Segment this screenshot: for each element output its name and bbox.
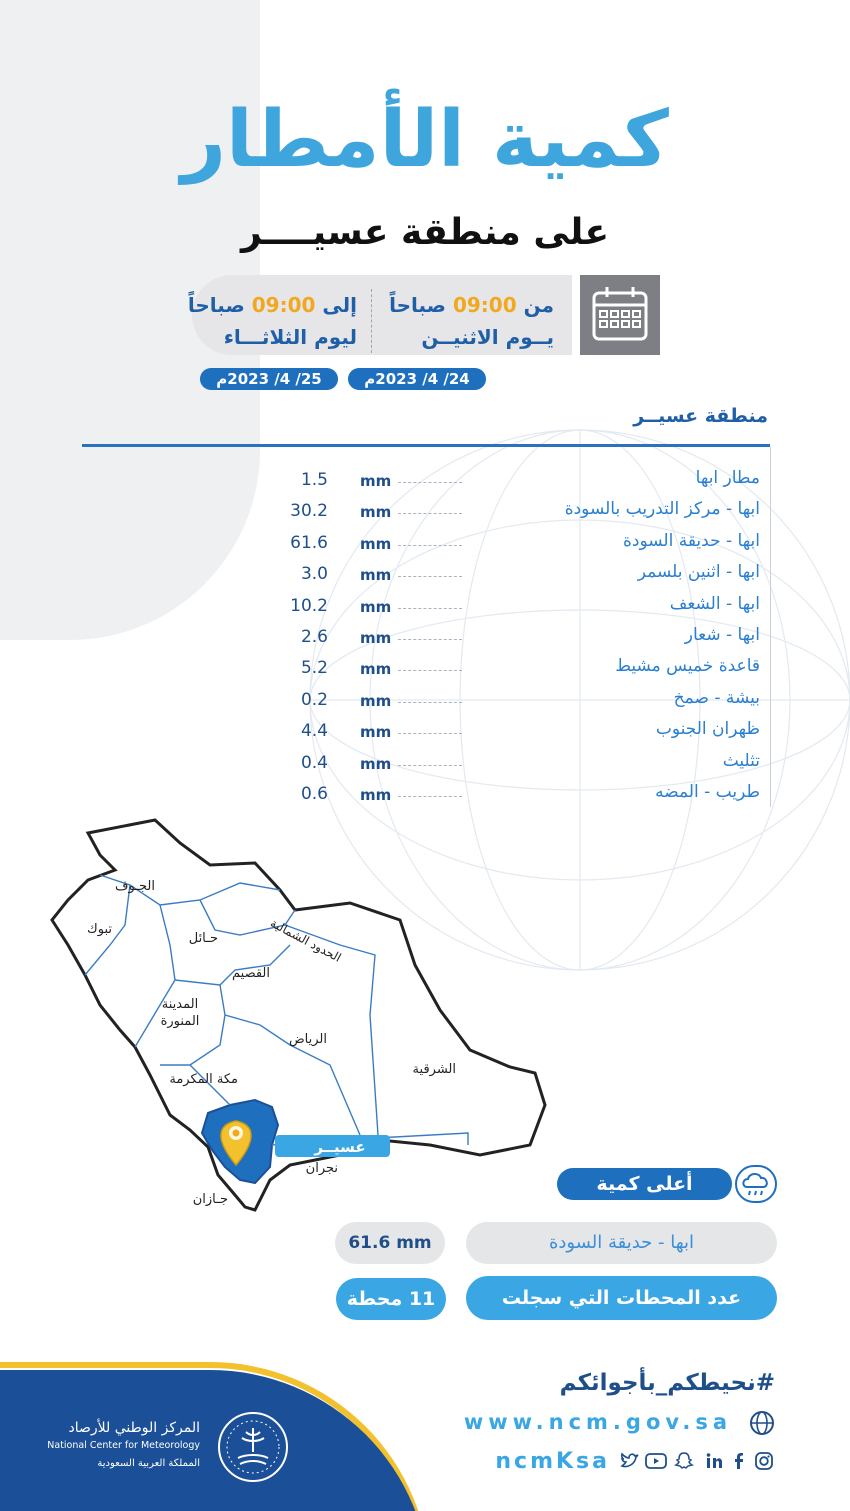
snapchat-icon[interactable]: [674, 1451, 694, 1471]
station-unit: mm: [360, 503, 392, 521]
station-value: 0.6: [300, 784, 328, 804]
station-name: ابها - مركز التدريب بالسودة: [564, 499, 760, 519]
station-row: [0, 562, 850, 592]
station-value: 0.4: [300, 753, 328, 773]
period-to: [177, 289, 372, 353]
station-unit: mm: [360, 598, 392, 616]
station-unit: mm: [360, 755, 392, 773]
period-box: [187, 275, 572, 355]
station-name: ابها - حديقة السودة: [622, 531, 760, 551]
from-suffix: صباحاً: [389, 293, 446, 317]
to-suffix: صباحاً: [187, 293, 245, 317]
rain-cloud-icon-box: [735, 1165, 777, 1203]
station-row: [0, 688, 850, 718]
station-value: 10.2: [290, 596, 328, 616]
station-row: [0, 782, 850, 812]
instagram-icon[interactable]: [754, 1451, 774, 1471]
globe-icon: [748, 1409, 776, 1437]
row-dash: [398, 670, 462, 671]
calendar-icon-box: [580, 275, 660, 355]
station-row: [0, 499, 850, 529]
map-label-hail: حـائل: [188, 931, 218, 946]
ncm-emblem-logo: [218, 1412, 288, 1482]
station-unit: mm: [360, 629, 392, 647]
heading-rule: [82, 444, 770, 447]
map-label-eastern: الشرقية: [412, 1062, 456, 1077]
station-unit: mm: [360, 692, 392, 710]
station-value: 4.4: [300, 721, 328, 741]
social-handle[interactable]: ncmKsa: [495, 1449, 610, 1474]
station-row: [0, 656, 850, 686]
map-label-najran: نجران: [305, 1161, 338, 1176]
station-row: [0, 719, 850, 749]
station-unit: mm: [360, 566, 392, 584]
station-row: [0, 531, 850, 561]
calendar-icon: [580, 275, 660, 355]
row-dash: [398, 513, 462, 514]
map-label-madinah-1: المدينة: [161, 997, 199, 1012]
station-row: [0, 625, 850, 655]
hashtag: #نحيطكم_بأجوائكم: [559, 1370, 775, 1396]
country-name-arabic: المملكة العربية السعودية: [97, 1458, 200, 1469]
station-name: قاعدة خميس مشيط: [615, 656, 760, 676]
region-heading: منطقة عسيــر: [633, 405, 768, 427]
station-name: بيشة - صمخ: [673, 688, 760, 708]
map-label-northern-borders: الحدود الشمالية: [267, 915, 344, 965]
station-value: 30.2: [290, 501, 328, 521]
station-unit: mm: [360, 660, 392, 678]
max-station-value: 61.6 mm: [335, 1222, 445, 1264]
station-unit: mm: [360, 723, 392, 741]
rain-cloud-icon: [737, 1167, 775, 1201]
website-link[interactable]: www.ncm.gov.sa: [463, 1410, 732, 1434]
twitter-icon[interactable]: [620, 1452, 640, 1470]
station-unit: mm: [360, 472, 392, 490]
stations-count-label: عدد المحطات التي سجلت: [466, 1276, 777, 1320]
map-label-jouf: الجـوف: [115, 879, 155, 894]
row-dash: [398, 733, 462, 734]
station-row: [0, 751, 850, 781]
row-dash: [398, 796, 462, 797]
max-station-name: ابها - حديقة السودة: [466, 1222, 777, 1264]
max-amount-label: أعلى كمية: [557, 1168, 732, 1200]
station-row: [0, 468, 850, 498]
to-prefix: إلى: [322, 293, 357, 317]
map-label-jazan: جـازان: [192, 1192, 228, 1207]
station-unit: mm: [360, 535, 392, 553]
station-value: 61.6: [290, 533, 328, 553]
station-row: [0, 594, 850, 624]
to-day: ليوم الثلاثـــاء: [223, 325, 357, 349]
row-dash: [398, 576, 462, 577]
map-label-riyadh: الرياض: [288, 1032, 327, 1047]
row-dash: [398, 608, 462, 609]
facebook-icon[interactable]: [733, 1452, 745, 1470]
row-dash: [398, 482, 462, 483]
map-label-madinah-2: المنورة: [160, 1014, 200, 1029]
org-name-arabic: المركز الوطني للأرصاد: [68, 1420, 200, 1436]
station-name: ظهران الجنوب: [655, 719, 760, 739]
stations-count-value: 11 محطة: [336, 1278, 446, 1320]
from-day: يــوم الاثنيــن: [421, 325, 554, 349]
station-name: ابها - الشعف: [669, 594, 760, 614]
to-date-pill: 25/ 4/ 2023م: [200, 368, 338, 390]
station-name: ابها - اثنين بلسمر: [637, 562, 760, 582]
org-name-english: National Center for Meteorology: [47, 1440, 200, 1451]
from-time: 09:00: [452, 293, 517, 317]
station-name: ابها - شعار: [684, 625, 760, 645]
map-label-tabuk: تبوك: [87, 922, 112, 937]
page-subtitle: على منطقة عسيــــر: [240, 212, 610, 253]
row-dash: [398, 765, 462, 766]
station-unit: mm: [360, 786, 392, 804]
row-dash: [398, 545, 462, 546]
station-name: مطار ابها: [695, 468, 760, 488]
map-label-asir: عسيــر: [314, 1138, 366, 1156]
row-dash: [398, 639, 462, 640]
row-dash: [398, 702, 462, 703]
to-time: 09:00: [251, 293, 316, 317]
map-label-qassim: القصيم: [232, 966, 270, 981]
station-value: 0.2: [300, 690, 328, 710]
youtube-icon[interactable]: [645, 1452, 667, 1470]
from-prefix: من: [523, 293, 554, 317]
station-value: 1.5: [300, 470, 328, 490]
station-value: 2.6: [300, 627, 328, 647]
station-value: 5.2: [300, 658, 328, 678]
station-name: تثليث: [722, 751, 760, 771]
from-date-pill: 24/ 4/ 2023م: [348, 368, 486, 390]
map-label-makkah: مكة المكرمة: [169, 1072, 238, 1087]
page-title: كمية الأمطار: [181, 95, 669, 185]
saudi-map: [40, 815, 560, 1225]
linkedin-icon[interactable]: [705, 1452, 725, 1470]
station-value: 3.0: [300, 564, 328, 584]
station-name: طريب - المضه: [655, 782, 760, 802]
period-from: [374, 289, 554, 353]
